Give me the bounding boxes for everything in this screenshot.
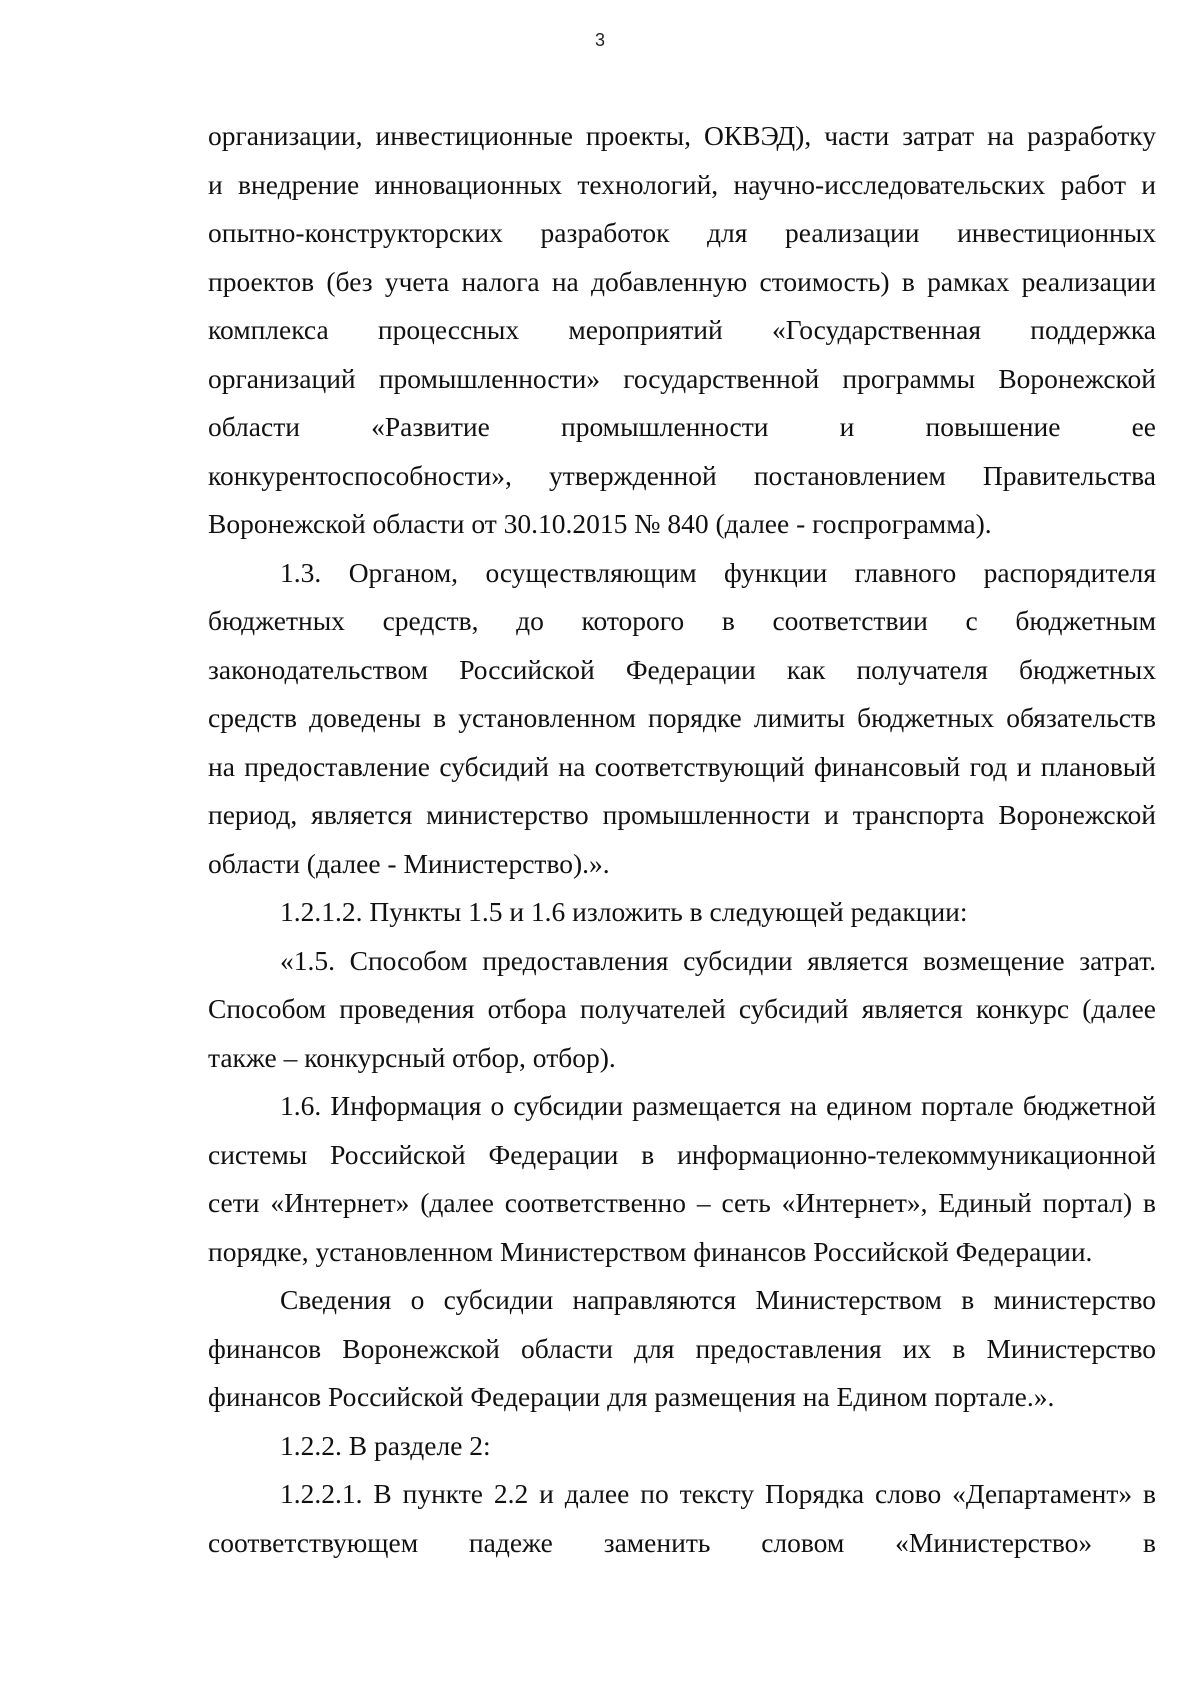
text-line: 1.2.2.1. В пункте 2.2 и далее по тексту Порядка слово «Департамент» в bbox=[280, 1478, 1156, 1509]
page-number: 3 bbox=[594, 30, 605, 50]
text-line: «1.5. Способом предоставления субсидии является возмещение затрат. bbox=[280, 944, 1156, 976]
text-line: законодательством Российской Федерации как получателя бюджетных bbox=[208, 653, 1156, 685]
text-line: 1.2.1.2. Пункты 1.5 и 1.6 изложить в следующей редакции: bbox=[280, 896, 968, 927]
text-line: порядке, установленном Министерством финансов Российской Федерации. bbox=[208, 1235, 1093, 1267]
text-line: Способом проведения отбора получателей субсидий является конкурс (далее bbox=[208, 993, 1156, 1024]
text-line: области (далее - Министерство).». bbox=[208, 847, 610, 879]
text-line: также – конкурсный отбор, отбор). bbox=[208, 1041, 616, 1073]
text-line: организации, инвестиционные проекты, ОКВЭД), части затрат на разработку bbox=[208, 120, 1156, 151]
text-line: системы Российской Федерации в информационно-телекоммуникационной bbox=[208, 1138, 1156, 1170]
text-line: и внедрение инновационных технологий, научно-исследовательских работ и bbox=[208, 168, 1156, 200]
text-line: 1.2.2. В разделе 2: bbox=[280, 1429, 491, 1461]
text-line: финансов Воронежской области для предоставления их в Министерство bbox=[208, 1332, 1156, 1364]
text-line: комплекса процессных мероприятий «Государственная поддержка bbox=[208, 314, 1156, 345]
text-line: бюджетных средств, до которого в соответствии с бюджетным bbox=[208, 605, 1156, 636]
text-line: финансов Российской Федерации для размещения на Едином портале.». bbox=[208, 1381, 1055, 1412]
text-line: соответствующем падеже заменить словом «Министерство» в bbox=[208, 1526, 1156, 1558]
text-line: Воронежской области от 30.10.2015 № 840 (далее - госпрограмма). bbox=[208, 508, 992, 539]
text-line: средств доведены в установленном порядке лимиты бюджетных обязательств bbox=[208, 702, 1156, 733]
text-line: области «Развитие промышленности и повышение ее bbox=[208, 411, 1156, 442]
text-line: 1.3. Органом, осуществляющим функции главного распорядителя bbox=[280, 556, 1156, 588]
text-line: сети «Интернет» (далее соответственно – сеть «Интернет», Единый портал) в bbox=[208, 1187, 1156, 1218]
text-line: 1.6. Информация о субсидии размещается на едином портале бюджетной bbox=[280, 1090, 1156, 1121]
text-line: Сведения о субсидии направляются Министерством в министерство bbox=[280, 1284, 1156, 1315]
text-line: организаций промышленности» государственной программы Воронежской bbox=[208, 362, 1156, 394]
text-line: опытно-конструкторских разработок для реализации инвестиционных bbox=[208, 217, 1156, 248]
text-line: конкурентоспособности», утвержденной постановлением Правительства bbox=[208, 459, 1156, 491]
text-line: проектов (без учета налога на добавленную стоимость) в рамках реализации bbox=[208, 265, 1156, 297]
text-line: на предоставление субсидий на соответствующий финансовый год и плановый bbox=[208, 750, 1156, 782]
text-line: период, является министерство промышленности и транспорта Воронежской bbox=[208, 799, 1156, 830]
document-body bbox=[208, 112, 1156, 1567]
